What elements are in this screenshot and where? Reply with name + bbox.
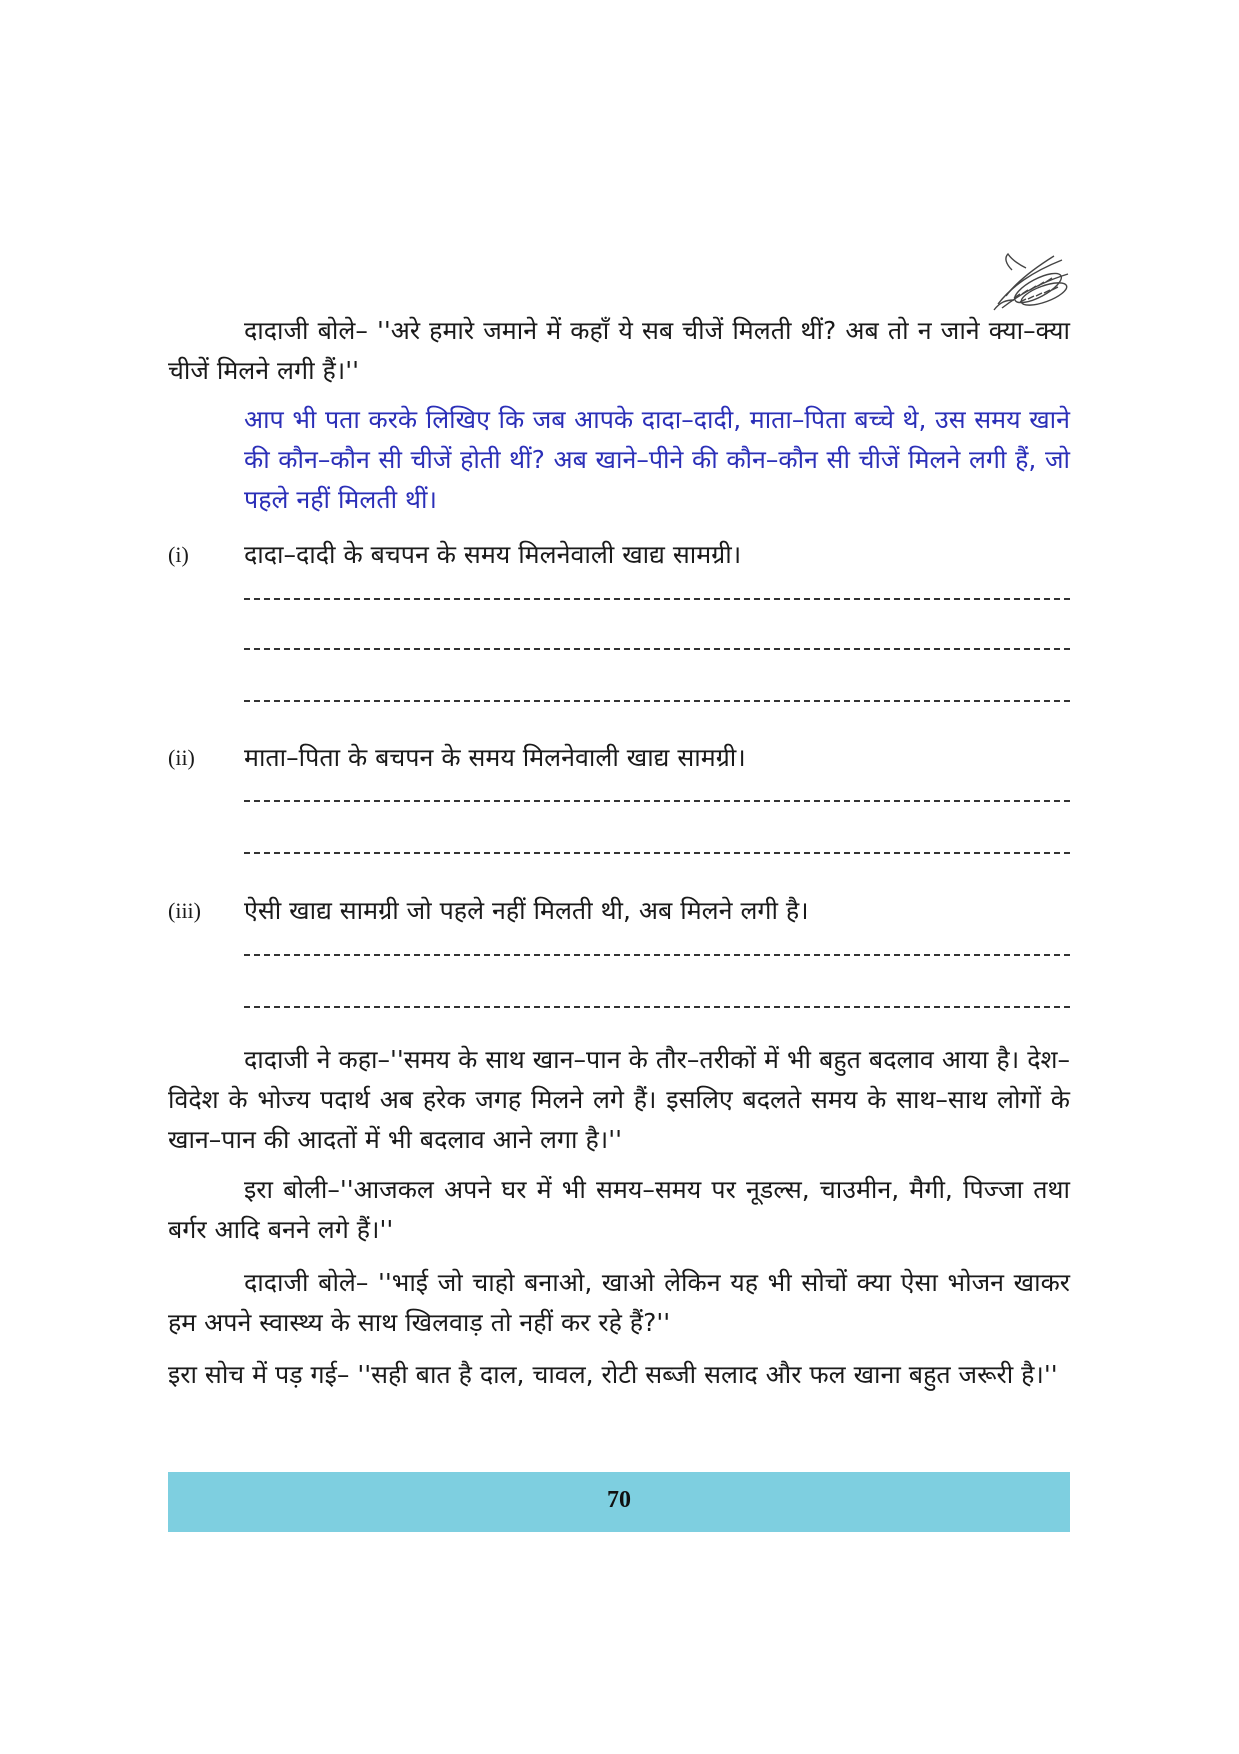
story-paragraph-2: इरा बोली–''आजकल अपने घर में भी समय–समय पर नूडल्स, चाउमीन, मैगी, पिज्जा तथा बर्गर आदि बनने लगे हैं।'' [168, 1175, 1070, 1244]
answer-line[interactable] [244, 852, 1070, 854]
corn-cob-icon [992, 250, 1072, 312]
question-text-3: ऐसी खाद्य सामग्री जो पहले नहीं मिलती थी, अब मिलने लगी है। [244, 896, 809, 925]
answer-line[interactable] [244, 598, 1070, 600]
story-paragraph-1: दादाजी ने कहा–''समय के साथ खान–पान के तौर–तरीकों में भी बहुत बदलाव आया है। देश–विदेश के भोज्य पदार्थ अब हरेक जगह मिलने लगे हैं। इसलिए बदलते समय के साथ–साथ लोगों के खान–पान की आदतों में भी बदलाव आने लगा है।'' [168, 1045, 1070, 1154]
question-text-1: दादा–दादी के बचपन के समय मिलनेवाली खाद्य सामग्री। [244, 540, 742, 569]
intro-paragraph: दादाजी बोले– ''अरे हमारे जमाने में कहाँ ये सब चीजें मिलती थीं? अब तो न जाने क्या–क्या चीजें मिलने लगी हैं।'' [168, 316, 1070, 385]
story-paragraph-4: इरा सोच में पड़ गई– ''सही बात है दाल, चावल, रोटी सब्जी सलाद और फल खाना बहुत जरूरी है।'' [168, 1360, 1058, 1389]
story-paragraph-3: दादाजी बोले– ''भाई जो चाहो बनाओ, खाओ लेकिन यह भी सोचों क्या ऐसा भोजन खाकर हम अपने स्वास्थ्य के साथ खिलवाड़ तो नहीं कर रहे हैं?'' [168, 1268, 1070, 1337]
answer-line[interactable] [244, 700, 1070, 702]
question-number-3: (iii) [168, 898, 201, 923]
answer-line[interactable] [244, 954, 1070, 956]
activity-instruction: आप भी पता करके लिखिए कि जब आपके दादा–दादी, माता–पिता बच्चे थे, उस समय खाने की कौन–कौन सी चीजें होती थीं? अब खाने–पीने की कौन–कौन सी चीजें मिलने लगी हैं, जो पहले नहीं मिलती थीं। [244, 405, 1070, 514]
footer-bar [168, 1472, 1070, 1532]
question-number-2: (ii) [168, 745, 195, 770]
answer-line[interactable] [244, 648, 1070, 650]
answer-line[interactable] [244, 800, 1070, 802]
answer-line[interactable] [244, 1006, 1070, 1008]
question-number-1: (i) [168, 542, 189, 567]
page-number: 70 [607, 1487, 631, 1513]
question-text-2: माता–पिता के बचपन के समय मिलनेवाली खाद्य सामग्री। [244, 743, 746, 772]
